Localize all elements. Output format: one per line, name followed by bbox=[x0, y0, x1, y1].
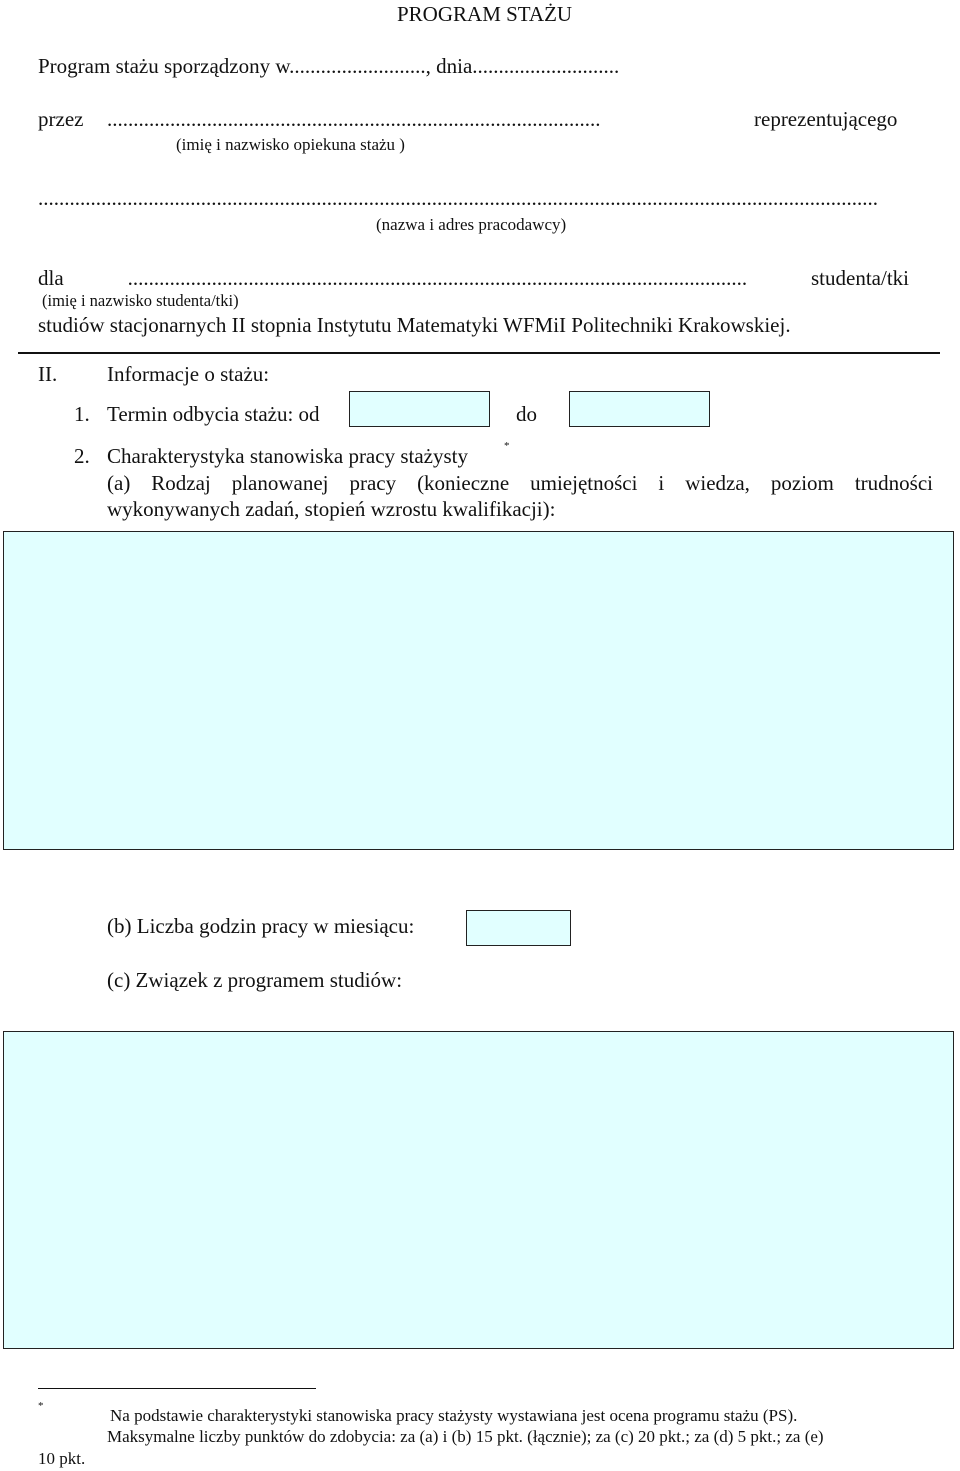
item2-footnote-mark: * bbox=[504, 440, 510, 452]
place-date-line: Program stażu sporządzony w.........................., dnia............................ bbox=[38, 54, 620, 78]
date-to-label: do bbox=[516, 402, 537, 426]
hours-per-month-field[interactable] bbox=[466, 910, 571, 946]
date-to-field[interactable] bbox=[569, 391, 710, 427]
section-title: Informacje o stażu: bbox=[107, 362, 270, 386]
section-divider bbox=[18, 352, 940, 354]
study-program-relation-textarea[interactable] bbox=[3, 1031, 954, 1349]
item2-label: Charakterystyka stanowiska pracy stażysty bbox=[107, 444, 468, 468]
item2a-line1: (a) Rodzaj planowanej pracy (konieczne umiejętności i wiedza, poziom trudności bbox=[107, 471, 933, 495]
footnote-line1: Na podstawie charakterystyki stanowiska pracy stażysty wystawiana jest ocena programu stażu (PS). bbox=[110, 1406, 798, 1425]
item2a-line2: wykonywanych zadań, stopień wzrostu kwalifikacji): bbox=[107, 497, 556, 521]
przez-label: przez bbox=[38, 107, 84, 131]
item2b-label: (b) Liczba godzin pracy w miesiącu: bbox=[107, 914, 415, 938]
employer-caption: (nazwa i adres pracodawcy) bbox=[376, 215, 567, 234]
date-from-field[interactable] bbox=[349, 391, 490, 427]
footnote-mark: * bbox=[38, 1400, 44, 1412]
representing-label: reprezentującego bbox=[754, 107, 898, 131]
tutor-name-dots: .............................................................................................. bbox=[107, 107, 601, 131]
employer-dots: ................................................................................................................................................................ bbox=[38, 186, 878, 210]
footnote-line3: 10 pkt. bbox=[38, 1449, 86, 1468]
section-number: II. bbox=[38, 362, 58, 386]
tutor-caption: (imię i nazwisko opiekuna stażu ) bbox=[176, 135, 405, 154]
student-line: dla ...................................................................................................................... studenta/tki bbox=[38, 266, 909, 290]
item2c-label: (c) Związek z programem studiów: bbox=[107, 968, 403, 992]
work-type-textarea[interactable] bbox=[3, 531, 954, 850]
footnote-separator bbox=[38, 1388, 316, 1389]
student-caption: (imię i nazwisko studenta/tki) bbox=[42, 291, 239, 310]
item1-label: Termin odbycia stażu: od bbox=[107, 402, 320, 426]
item2-number: 2. bbox=[74, 444, 90, 468]
item1-number: 1. bbox=[74, 402, 90, 426]
footnote-line2: Maksymalne liczby punktów do zdobycia: za (a) i (b) 15 pkt. (łącznie); za (c) 20 pkt.; za (d) 5 pkt.; za (e) bbox=[107, 1427, 824, 1446]
page-title: PROGRAM STAŻU bbox=[397, 2, 573, 26]
studies-line: studiów stacjonarnych II stopnia Instytutu Matematyki WFMiI Politechniki Krakowskiej. bbox=[38, 313, 791, 337]
